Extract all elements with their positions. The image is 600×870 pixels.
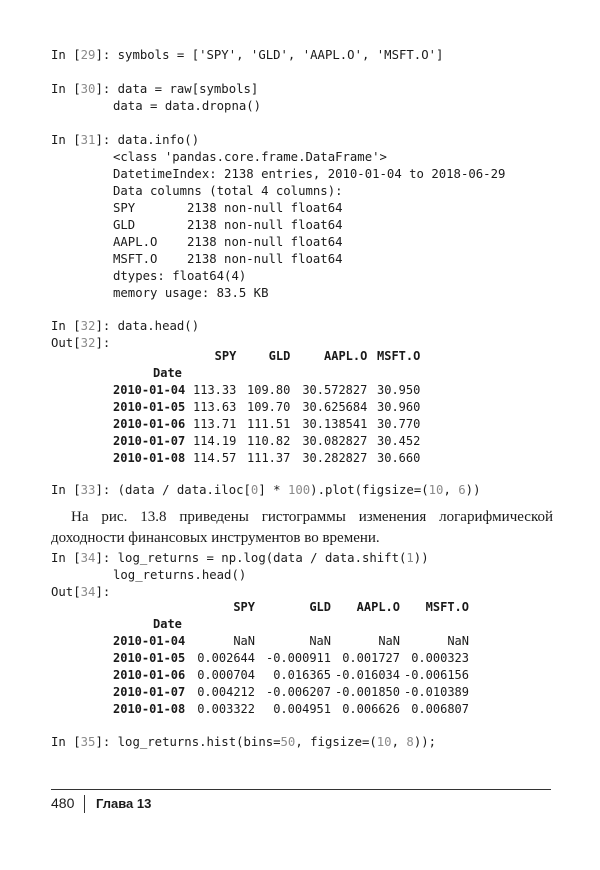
- table-cell: 30.660: [377, 451, 421, 465]
- row-index: 2010-01-06: [113, 417, 186, 431]
- table-cell: 0.001727: [342, 651, 400, 665]
- table-cell: NaN: [233, 634, 255, 648]
- output-line: SPY 2138 non-null float64: [113, 201, 343, 215]
- table-cell: 30.960: [377, 400, 421, 414]
- table-row: [113, 416, 420, 433]
- code-cell-29: In [29]: symbols = ['SPY', 'GLD', 'AAPL.O', 'MSFT.O']: [51, 48, 444, 62]
- table-cell: 30.572827: [302, 383, 368, 397]
- table-cell: 0.004951: [273, 702, 331, 716]
- table-cell: 0.000323: [411, 651, 469, 665]
- table-cell: NaN: [447, 634, 469, 648]
- row-index: 2010-01-07: [113, 434, 186, 448]
- output-line: AAPL.O 2138 non-null float64: [113, 235, 343, 249]
- index-name: Date: [153, 617, 182, 631]
- column-header: SPY: [214, 349, 237, 363]
- table-cell: 0.003322: [197, 702, 255, 716]
- table-cell: 111.37: [247, 451, 291, 465]
- output-line: GLD 2138 non-null float64: [113, 218, 343, 232]
- table-row: [113, 633, 469, 650]
- table-cell: 30.282827: [302, 451, 368, 465]
- column-header: GLD: [309, 600, 331, 614]
- footer-separator: [84, 795, 85, 813]
- table-cell: 114.57: [193, 451, 237, 465]
- table-row: [113, 701, 469, 718]
- table-row: [113, 433, 420, 450]
- log-returns-head: [113, 599, 469, 718]
- table-cell: 110.82: [247, 434, 291, 448]
- code-cell-32: In [32]: data.head(): [51, 319, 200, 333]
- row-index: 2010-01-08: [113, 451, 186, 465]
- table-cell: 0.016365: [273, 668, 331, 682]
- code-cell-30: In [30]: data = raw[symbols]: [51, 82, 259, 96]
- code-line: log_returns.head(): [113, 568, 247, 582]
- table-cell: NaN: [378, 634, 400, 648]
- table-cell: NaN: [309, 634, 331, 648]
- table-cell: 114.19: [193, 434, 237, 448]
- out-label-32: Out[32]:: [51, 336, 111, 350]
- code-line: data.info(): [117, 133, 200, 147]
- output-line: MSFT.O 2138 non-null float64: [113, 252, 343, 266]
- table-cell: -0.016034: [334, 668, 400, 682]
- table-row: [113, 382, 420, 399]
- code-line: data = raw[symbols]: [117, 82, 259, 96]
- column-header: AAPL.O: [356, 600, 400, 614]
- column-header: MSFT.O: [425, 600, 469, 614]
- column-header: SPY: [233, 600, 255, 614]
- code-cell-33: In [33]: (data / data.iloc[0] * 100).plot(figsize=(10, 6)): [51, 483, 481, 497]
- table-cell: -0.006207: [265, 685, 331, 699]
- table-cell: 30.950: [377, 383, 421, 397]
- column-header: MSFT.O: [377, 349, 421, 363]
- table-cell: 0.006626: [342, 702, 400, 716]
- table-cell: -0.000911: [265, 651, 331, 665]
- table-cell: 30.770: [377, 417, 421, 431]
- footer-rule: [51, 789, 551, 790]
- out-label-34: Out[34]:: [51, 585, 111, 599]
- table-row: [113, 684, 469, 701]
- table-cell: 0.006807: [411, 702, 469, 716]
- row-index: 2010-01-07: [113, 685, 186, 699]
- row-index: 2010-01-04: [113, 383, 186, 397]
- code-cell-35: In [35]: log_returns.hist(bins=50, figsize=(10, 8));: [51, 735, 437, 749]
- table-cell: 0.002644: [197, 651, 255, 665]
- table-cell: 30.138541: [302, 417, 368, 431]
- code-line: data = data.dropna(): [113, 99, 262, 113]
- row-index: 2010-01-05: [113, 651, 186, 665]
- table-row: [113, 450, 420, 467]
- table-cell: -0.010389: [403, 685, 469, 699]
- table-cell: 113.63: [193, 400, 237, 414]
- table-row: [113, 667, 469, 684]
- output-line: Data columns (total 4 columns):: [113, 184, 343, 198]
- index-name: Date: [153, 366, 182, 380]
- table-cell: -0.006156: [403, 668, 469, 682]
- row-index: 2010-01-08: [113, 702, 186, 716]
- dataframe-head: [113, 348, 420, 467]
- table-row: [113, 399, 420, 416]
- table-row: [113, 650, 469, 667]
- table-cell: 109.80: [247, 383, 291, 397]
- table-cell: 30.082827: [302, 434, 368, 448]
- column-header: AAPL.O: [324, 349, 368, 363]
- row-index: 2010-01-05: [113, 400, 186, 414]
- table-cell: 109.70: [247, 400, 291, 414]
- table-cell: -0.001850: [334, 685, 400, 699]
- output-line: <class 'pandas.core.frame.DataFrame'>: [113, 150, 387, 164]
- table-cell: 113.71: [193, 417, 237, 431]
- body-paragraph: На рис. 13.8 приведены гистограммы изменения логарифмической доходности финансовых инструментов во времени.: [51, 509, 553, 546]
- table-cell: 30.452: [377, 434, 421, 448]
- table-header-row: [113, 348, 420, 365]
- row-index: 2010-01-06: [113, 668, 186, 682]
- row-index: 2010-01-04: [113, 634, 186, 648]
- output-line: DatetimeIndex: 2138 entries, 2010-01-04 to 2018-06-29: [113, 167, 506, 181]
- table-cell: 0.000704: [197, 668, 255, 682]
- index-name-row: [113, 365, 420, 382]
- column-header: GLD: [268, 349, 291, 363]
- code-cell-31: In [31]: data.info(): [51, 133, 200, 147]
- table-cell: 111.51: [247, 417, 291, 431]
- output-line: memory usage: 83.5 KB: [113, 286, 269, 300]
- output-line: dtypes: float64(4): [113, 269, 247, 283]
- code-cell-34: In [34]: log_returns = np.log(data / data.shift(1)): [51, 551, 429, 565]
- code-line: symbols = ['SPY', 'GLD', 'AAPL.O', 'MSFT.O']: [117, 48, 444, 62]
- table-cell: 30.625684: [302, 400, 368, 414]
- table-cell: 113.33: [193, 383, 237, 397]
- chapter-label: Глава 13: [96, 796, 152, 811]
- table-header-row: [113, 599, 469, 616]
- index-name-row: [113, 616, 469, 633]
- page-number: 480: [51, 795, 75, 811]
- table-cell: 0.004212: [197, 685, 255, 699]
- code-line: data.head(): [117, 319, 200, 333]
